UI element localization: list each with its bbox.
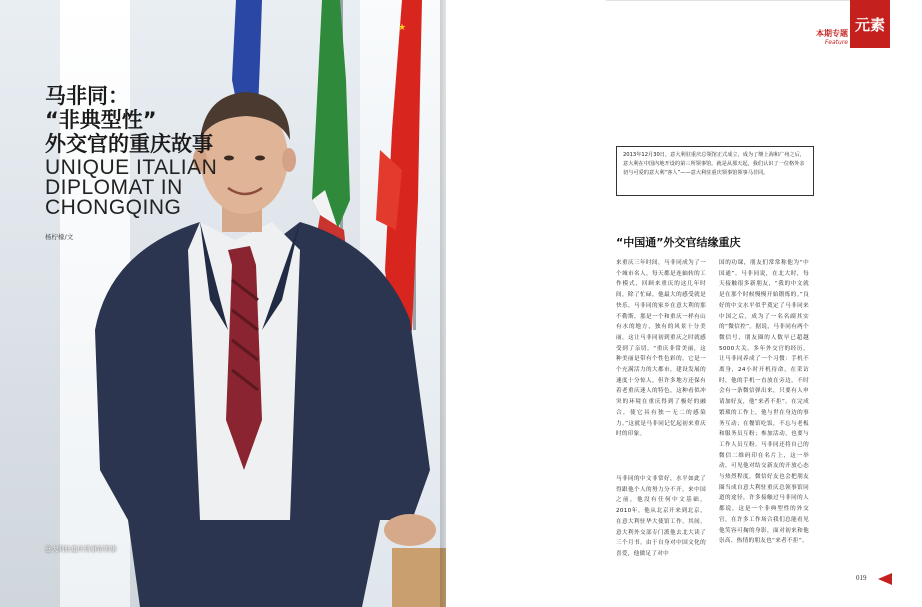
feature-label-en: Feature bbox=[824, 39, 848, 46]
photo-page bbox=[0, 0, 446, 607]
body-column-2 bbox=[719, 258, 809, 568]
headline-en-line-3: CHONGQING bbox=[45, 196, 182, 219]
page-number: 019 bbox=[856, 574, 867, 582]
headline-en-line-1: UNIQUE ITALIAN bbox=[45, 156, 218, 179]
body-column-1b bbox=[616, 474, 706, 560]
top-rule bbox=[606, 0, 850, 1]
photo-caption: 意大利驻重庆领事馆领事 bbox=[45, 545, 117, 553]
svg-text:★: ★ bbox=[398, 23, 407, 33]
paragraph: 马非同的中文非常好，水平如此了得跟他个人的努力分不开。来中国之前，他没有任何中文基础，2010年，他从北京开来到北京，在意大利驻华大使馆工作。其间，意大利外交部专门派他去北大读了三个月书。由于自身对中国文化的喜爱，他做足了对中 bbox=[616, 476, 706, 557]
feature-label bbox=[766, 28, 848, 46]
headline-en-line-2: DIPLOMAT IN bbox=[45, 176, 183, 199]
byline: 杨柠檬/文 bbox=[45, 233, 74, 241]
body-column-1 bbox=[616, 258, 706, 440]
headline-line-2: “非典型性” bbox=[45, 108, 157, 132]
page-arrow-icon bbox=[878, 573, 892, 585]
intro-summary: 2013年12月30日，意大利驻重庆总领馆正式成立，成为了继上海和广州之后，意大利在中国内地开设的第三所领事馆。就是从那天起，我们认识了一位格外亲切与可爱的意大利“客人”——意大利驻重庆领事馆领事马非同。 bbox=[616, 146, 814, 196]
article-page bbox=[446, 0, 922, 607]
paragraph: 国的功课，朋友们常常称他为“中国通”。马非同说，在北大时，每天接触很多新朋友，“我的中文就是在那个时候慢慢开始锻炼的。”良好的中文水平似乎奠定了马非同来中国之后，成为了一名名副其实的“微信控”。据说，马非同有两个微信号，朋友圈的人数早已超越5000大关。多年外交官的经历，让马非同养成了一个习惯：手机不离身，24小时开机待命，在采访时，他的手机一直放在旁边，不时会有一条微信弹出来，只要有人申请加好友，他“来者不拒”。在完成繁琐的工作上，他与世在身边的事务互动；在餐馆吃饭，不忘与老板和服务员互粉；参加活动，也要与工作人员互粉。马非同还将自己的微信二维码印在名片上，这一举动，可见他对结交新友的开放心态与热烈程度。微信好友也会把朋友圈当成自意大利驻重庆总领事馆同道的途径，许多接触过马非同的人都说，这是一个非典型性的外交官，在许多工作场合我们总能看见他笑容可掬的身影，面对初来和他崇高、热情的朋友也“来者不拒”。 bbox=[719, 260, 809, 545]
paragraph: 来重庆三年时间，马非同成为了一个城市名人，每天都是连轴转的工作模式，回顾来重庆的这几年时间，除了忙碌，他最大的感受就是快乐。马非同的家乡在意大利的那不勒斯，那是一个和重庆一样有山有水的地方，独有的风景十分美丽，这让马非同初到重庆之时就感受到了亲切。“重庆非常美丽，这种美丽是带有个性色彩的，它是一个充满活力的大都市，建设发展的速度十分惊人，但许多地方还保有着老重庆迷人的特色，这种看似冲突的环境在重庆得到了极好的融合，使它具有独一无二的感染力。”这就是马非同记忆起初来重庆时的印象。 bbox=[616, 260, 706, 438]
headline-line-1: 马非同： bbox=[45, 84, 129, 108]
headline-line-3: 外交官的重庆故事 bbox=[45, 132, 213, 156]
feature-logo bbox=[850, 0, 890, 48]
section-heading: “中国通”外交官结缘重庆 bbox=[616, 236, 741, 249]
feature-logo-text: 元素 bbox=[854, 15, 885, 34]
feature-label-cn: 本期专题 bbox=[816, 29, 848, 38]
